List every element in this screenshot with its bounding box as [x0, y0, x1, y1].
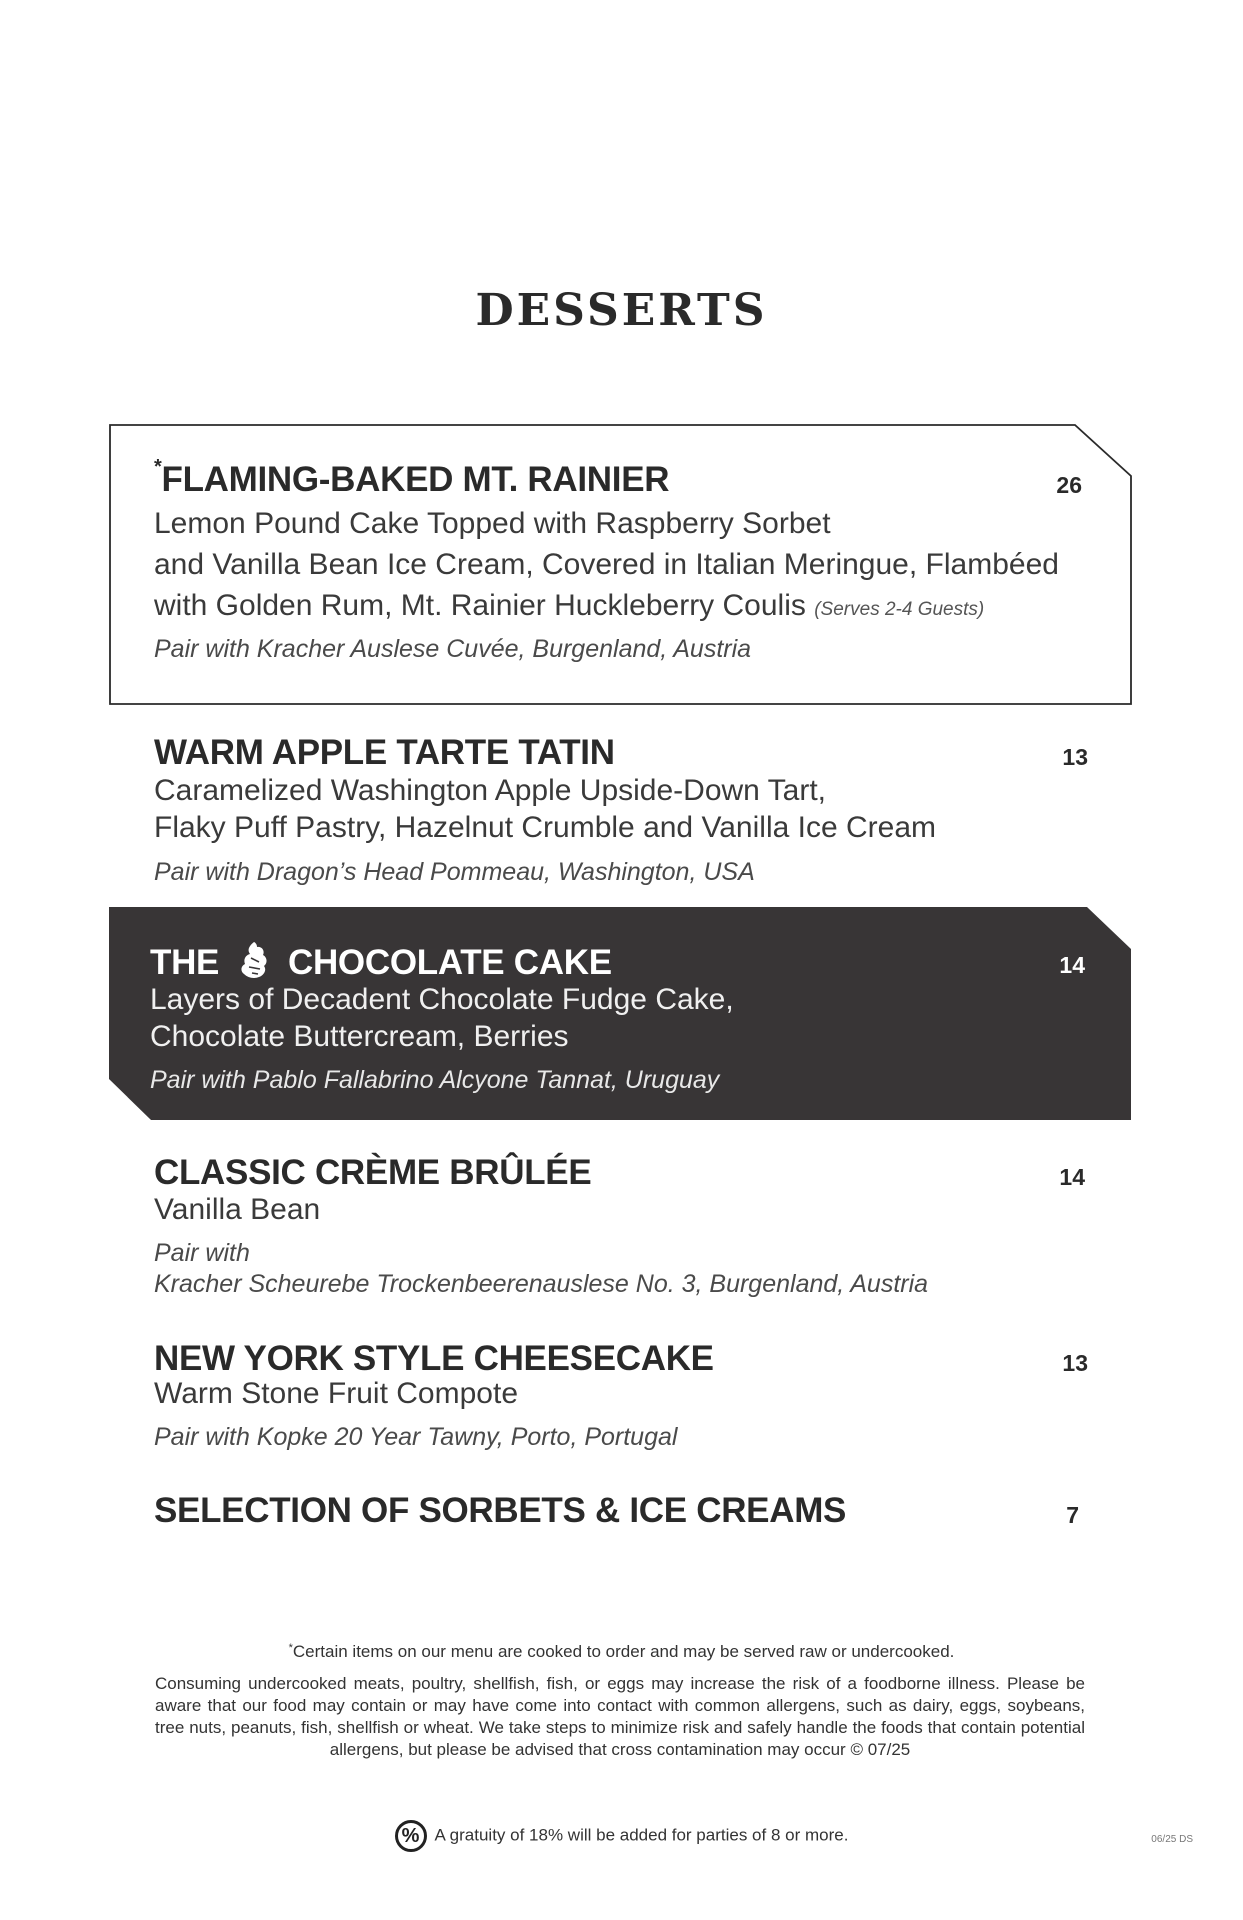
notice-asterisk: *	[288, 1642, 293, 1654]
crest-icon	[237, 940, 271, 982]
wine-pairing: Pair with Pablo Fallabrino Alcyone Tannat, Uruguay	[150, 1066, 720, 1094]
item-price: 14	[1059, 952, 1085, 978]
item-name-text: FLAMING-BAKED MT. RAINIER	[161, 460, 670, 499]
item-desc-line: and Vanilla Bean Ice Cream, Covered in Italian Meringue, Flambéed	[154, 548, 1059, 581]
serves-note: (Serves 2-4 Guests)	[814, 599, 985, 620]
item-name: NEW YORK STYLE CHEESECAKE	[154, 1339, 714, 1378]
item-desc-line: Caramelized Washington Apple Upside-Down Tart,	[154, 774, 826, 807]
item-name-suffix: CHOCOLATE CAKE	[287, 943, 612, 982]
menu-title: DESSERTS	[475, 285, 768, 336]
item-desc-line: Warm Stone Fruit Compote	[154, 1377, 518, 1410]
wine-pairing: Kracher Scheurebe Trockenbeerenauslese No. 3, Burgenland, Austria	[154, 1270, 929, 1298]
item-desc-line: Lemon Pound Cake Topped with Raspberry Sorbet	[154, 507, 831, 540]
item-desc-line: Vanilla Bean	[154, 1193, 321, 1226]
item-desc-line: Chocolate Buttercream, Berries	[150, 1020, 569, 1053]
item-name: WARM APPLE TARTE TATIN	[154, 733, 615, 772]
item-name-prefix: THE	[150, 943, 220, 982]
item-desc-line	[154, 587, 984, 628]
item-name	[150, 940, 612, 983]
wine-pairing: Pair with Dragon’s Head Pommeau, Washington, USA	[154, 858, 755, 886]
item-desc-line: Layers of Decadent Chocolate Fudge Cake,	[150, 983, 734, 1016]
item-name	[154, 456, 670, 500]
item-desc-text: with Golden Rum, Mt. Rainier Huckleberry Coulis	[154, 589, 806, 622]
item-price: 26	[1056, 472, 1082, 498]
gratuity-text: A gratuity of 18% will be added for parties of 8 or more.	[434, 1825, 849, 1845]
wine-pairing: Pair with	[154, 1239, 250, 1267]
item-desc-line: Flaky Puff Pastry, Hazelnut Crumble and Vanilla Ice Cream	[154, 811, 936, 844]
item-name: SELECTION OF SORBETS & ICE CREAMS	[154, 1491, 847, 1530]
percent-icon: %	[395, 1820, 427, 1852]
gratuity-notice	[0, 1820, 1243, 1852]
notice-text: Certain items on our menu are cooked to order and may be served raw or undercooked.	[292, 1642, 955, 1661]
item-price: 7	[1066, 1502, 1079, 1528]
item-price: 14	[1059, 1164, 1085, 1190]
raw-asterisk: *	[154, 456, 162, 478]
wine-pairing: Pair with Kracher Auslese Cuvée, Burgenland, Austria	[154, 635, 752, 663]
allergen-notice: Consuming undercooked meats, poultry, shellfish, fish, or eggs may increase the risk of a foodborne illness. Please be aware that our food may contain or may have come into contact with common allergens, such as dairy, eggs, soybeans, tree nuts, peanuts, fish, shellfish or wheat. We take steps to minimize risk and safely handle the foods that contain potential allergens, but please be advised that cross contamination may occur © 07/25	[155, 1674, 1085, 1759]
wine-pairing: Pair with Kopke 20 Year Tawny, Porto, Portugal	[154, 1423, 678, 1451]
print-code: 06/25 DS	[1151, 1834, 1193, 1845]
item-price: 13	[1062, 744, 1088, 770]
raw-food-notice	[0, 1642, 1243, 1662]
item-name: CLASSIC CRÈME BRÛLÉE	[154, 1153, 592, 1192]
item-price: 13	[1062, 1350, 1088, 1376]
